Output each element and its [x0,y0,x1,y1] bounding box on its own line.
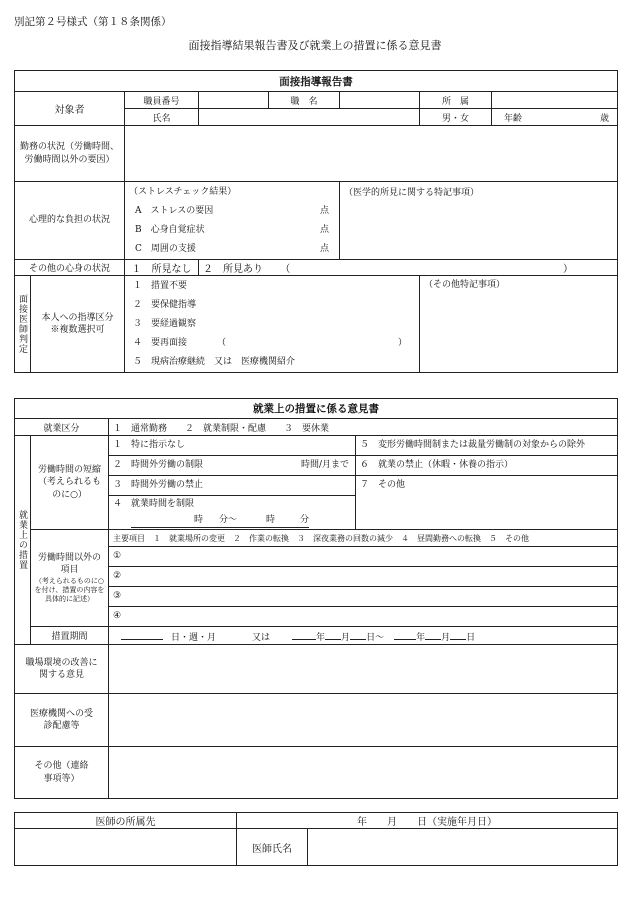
hours-option-2[interactable]: ２ 時間外労働の制限 時間/月まで [109,455,355,475]
measure-line-2[interactable]: ② [109,566,617,586]
stress-item-a[interactable]: A ストレスの要因 点 [135,206,329,216]
measures-label: 就業上の措置 [15,436,31,645]
age-label: 年齢 [504,113,523,124]
name-field[interactable] [199,109,420,126]
work-category-label: 就業区分 [15,419,109,436]
hours-option-4[interactable]: ４ 就業時間を制限 [109,495,355,513]
staff-no-label: 職員番号 [125,92,199,109]
medical-consideration-field[interactable] [109,694,618,747]
other-items-note: （考えられるものに○を付け、措置の内容を具体的に記述） [34,576,105,603]
period-label: 措置期間 [31,627,109,645]
interview-report-table [14,70,618,373]
condition-option-findings[interactable]: ２ 所見あり （ ） [199,260,618,276]
gender-select[interactable]: 男・女 [420,109,492,126]
hours-left-options [109,436,356,530]
other-notes-field[interactable] [420,276,618,373]
medical-findings-heading: （医学的所見に関する特記事項） [344,188,480,198]
subject-label: 対象者 [15,92,125,126]
other-condition-label: その他の心身の状況 [15,260,125,276]
hours-option-3[interactable]: ３ 時間外労働の禁止 [109,475,355,495]
guidance-option-5[interactable]: ５ 現病治療継続 又は 医療機関紹介 [133,357,296,367]
age-unit: 歳 [599,113,609,124]
hours-option-6[interactable]: ６ 就業の禁止（休暇・休養の指示） [356,455,617,475]
stress-item-b[interactable]: B 心身自覚症状 点 [135,225,329,235]
env-improvement-label: 職場環境の改善に関する意見 [15,645,109,694]
main-items-list: 主要項目 １ 就業場所の変更 ２ 作業の転換 ３ 深夜業務の回数の減少 ４ 昼間勤務への転換 ５ その他 [109,530,618,547]
measure-line-4[interactable]: ④ [109,606,617,626]
stress-check-heading: （ストレスチェック結果） [129,187,237,197]
work-status-field[interactable] [125,126,618,182]
job-title-label: 職 名 [269,92,340,109]
other-items-label: 労働時間以外の項目 [37,553,101,576]
doctor-judgment-label: 面接医師判定 [15,276,31,373]
medical-consideration-label: 医療機関への受診配慮等 [15,694,109,747]
age-field[interactable] [492,109,618,126]
doctor-affiliation-label: 医師の所属先 [15,813,237,829]
measure-lines [109,547,618,627]
measure-line-1[interactable]: ① [113,551,122,561]
other-notes-heading: （その他特記事項） [424,280,506,290]
stress-check-results [125,182,340,260]
form-label: 別記第２号様式（第１８条関係） [14,16,172,28]
guidance-option-1[interactable]: １ 措置不要 [133,281,188,291]
staff-no-field[interactable] [199,92,269,109]
job-title-field[interactable] [340,92,420,109]
doctor-affiliation-field[interactable] [15,829,237,866]
period-field[interactable]: 日・週・月 又は 年 月 日～ 年 月 日 [109,627,618,645]
env-improvement-field[interactable] [109,645,618,694]
psych-load-label: 心理的な負担の状況 [15,182,125,260]
dept-field[interactable] [492,92,618,109]
guidance-options [125,276,420,373]
guidance-option-3[interactable]: ３ 要経過観察 [133,319,197,329]
hours-time-range[interactable]: 時 分～ 時 分 [109,513,355,529]
hours-option-1[interactable]: １ 特に指示なし [113,440,186,450]
other-items-label-cell [31,530,109,627]
work-category-options[interactable]: １ 通常勤務 ２ 就業制限・配慮 ３ 要休業 [109,419,618,436]
report-title: 面接指導報告書 [15,71,618,92]
hours-option-5[interactable]: ５ 変形労働時間制または裁量労働制の対象からの除外 [360,440,586,450]
hours-right-options [356,436,618,530]
dept-label: 所 属 [420,92,492,109]
work-status-label: 勤務の状況（労働時間、労働時間以外の要因） [15,126,125,182]
hours-option-7[interactable]: ７ その他 [356,475,617,495]
opinion-title: 就業上の措置に係る意見書 [15,399,618,419]
hours-reduction-label: 労働時間の短縮（考えられるものに○） [31,436,109,530]
work-measures-table [14,398,618,799]
stress-item-c[interactable]: C 周囲の支援 点 [135,244,329,254]
guidance-label: 本人への指導区分 ※複数選択可 [31,276,125,373]
doctor-name-label: 医師氏名 [237,829,308,866]
other-remarks-label: その他（連絡事項等） [15,747,109,799]
page-title: 面接指導結果報告書及び就業上の措置に係る意見書 [188,39,442,52]
measure-line-3[interactable]: ③ [109,586,617,606]
doctor-name-field[interactable] [308,829,618,866]
implementation-date-field[interactable]: 年 月 日（実施年月日） [237,813,618,829]
name-label: 氏名 [125,109,199,126]
doctor-info-table [14,812,618,866]
other-remarks-field[interactable] [109,747,618,799]
medical-findings-field[interactable] [340,182,618,260]
guidance-option-4[interactable]: ４ 要再面接 （ ） [133,338,407,348]
guidance-option-2[interactable]: ２ 要保健指導 [133,300,197,310]
condition-option-none[interactable]: １ 所見なし [125,260,199,276]
